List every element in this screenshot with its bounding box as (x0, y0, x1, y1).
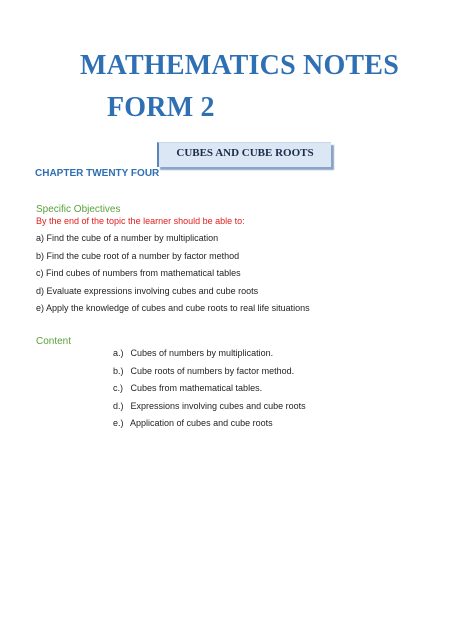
objective-item: b) Find the cube root of a number by factor method (36, 250, 240, 261)
document-title-line1: MATHEMATICS NOTES (80, 50, 399, 81)
content-item (113, 418, 306, 436)
chapter-number: CHAPTER TWENTY FOUR (35, 168, 160, 179)
content-item-text: Cube roots of numbers by factor method. (130, 365, 295, 376)
objective-item: e) Apply the knowledge of cubes and cube roots to real life situations (36, 303, 310, 313)
content-item (113, 383, 306, 401)
chapter-title-box (157, 142, 331, 167)
objectives-list (36, 233, 310, 321)
content-item-text: Application of cubes and cube roots (130, 418, 273, 428)
content-item (113, 366, 306, 384)
content-item-text: Cubes of numbers by multiplication. (130, 348, 274, 358)
content-item-text: Expressions involving cubes and cube roots (130, 400, 306, 411)
content-item-marker: b.) (113, 365, 124, 376)
objectives-heading: Specific Objectives (36, 204, 121, 215)
content-item (113, 401, 306, 419)
content-item (113, 348, 306, 366)
objective-item: c) Find cubes of numbers from mathematical tables (36, 268, 241, 278)
content-item-marker: d.) (113, 400, 124, 411)
objective-item: a) Find the cube of a number by multiplication (36, 233, 219, 243)
content-heading: Content (36, 336, 72, 347)
objective-item: d) Evaluate expressions involving cubes and cube roots (36, 285, 259, 296)
content-list (113, 348, 306, 436)
content-item-text: Cubes from mathematical tables. (130, 383, 263, 393)
content-item-marker: a.) (113, 348, 124, 358)
content-item-marker: c.) (113, 383, 123, 393)
document-title-line2: FORM 2 (107, 92, 215, 123)
objectives-intro: By the end of the topic the learner should be able to: (36, 216, 245, 226)
chapter-title: CUBES AND CUBE ROOTS (176, 147, 314, 159)
content-item-marker: e.) (113, 418, 124, 428)
